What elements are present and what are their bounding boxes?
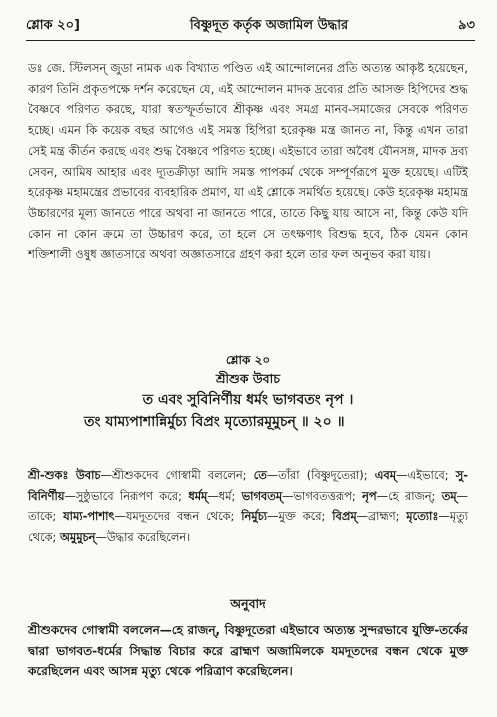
translation-heading: অনুবাদ: [230, 596, 266, 611]
page-number: ৯৩: [458, 18, 475, 33]
synonym-meaning: তাকে;: [28, 509, 57, 523]
verse-line-2: তং যাম্যপাশান্নির্মুচ্য বিপ্রং মৃত্যোরমূমুচন্ ॥ ২০ ॥: [84, 414, 345, 430]
synonym-meaning: যমদূতদের বন্ধন থেকে;: [125, 509, 235, 523]
verse-number: শ্লোক ২০: [225, 353, 271, 367]
purport-paragraph: ডঃ জে. স্টিলসন্ জুডা নামক এক বিখ্যাত পণ্ডিত এই আন্দোলনের প্রতি অত্যন্ত আকৃষ্ট হয়েছেন, কারণ তিনি প্রকৃতপক্ষে দর্শন করেছেন যে, এই আন্দোলন মাদক দ্রব্যের প্রতি আসক্ত হিপিদের শুদ্ধ বৈষ্ণবে পরিণত করছে, যারা স্বতস্ফূর্তভাবে শ্রীকৃষ্ণ এবং সমগ্র মানব-সমাজের সেবকে পরিণত হচ্ছে। এমন কি কয়েক বছর আগেও এই সমস্ত হিপিরা হরেকৃষ্ণ মন্ত্র জানত না, কিন্তু এখন তারা সেই মন্ত্র কীর্তন করছে এবং শুদ্ধ বৈষ্ণবে পরিণত হচ্ছে। এইভাবে তারা অবৈধ যৌনসঙ্গ, মাদক দ্রব্য সেবন, আমিষ আহার এবং দ্যূতক্রীড়া আদি সমস্ত পাপকর্ম থেকে সম্পূর্ণরূপে মুক্ত হয়েছে। এটিই হরেকৃষ্ণ মহামন্ত্রের প্রভাবের ব্যবহারিক প্রমাণ, যা এই শ্লোকে সমর্থিত হয়েছে। কেউ হরেকৃষ্ণ মহামন্ত্র উচ্চারণের মূল্য জানতে পারে অথবা না জানতে পারে, তাতে কিছু যায় আসে না, কিন্তু কেউ যদি কোন না কোন ক্রমে তা উচ্চারণ করে, তা হলে সে তৎক্ষণাৎ বিশুদ্ধ হবে, ঠিক যেমন কোন শক্তিশালী ওষুধ জ্ঞাতসারে অথবা অজ্ঞাতসারে গ্রহণ করা হলে তার ফল অনুভব করা যায়।: [28, 61, 468, 262]
synonym-word: ধর্মম্: [188, 488, 208, 503]
header-verse-ref: শ্লোক ২০]: [26, 18, 80, 33]
verse-speaker: শ্রীশুক উবাচ: [216, 371, 280, 386]
synonym-word: অমুমুচন্: [60, 529, 96, 544]
synonym-word: যাম্য-পাশাৎ: [63, 509, 115, 523]
header-rule: [26, 40, 475, 41]
synonym-meaning: শ্রীশুকদেব গোস্বামী বললেন;: [111, 468, 247, 482]
synonym-word: এবম্: [374, 468, 397, 482]
header-chapter-title: বিষ্ণুদূত কর্তৃক অজামিল উদ্ধার: [189, 18, 349, 33]
synonym-meaning: মুক্ত করে;: [278, 509, 326, 523]
synonym-meaning: ব্রাহ্মণ;: [368, 509, 400, 523]
synonym-meaning: ধর্ম;: [218, 488, 236, 503]
translation-text: শ্রীশুকদেব গোস্বামী বললেন—হে রাজন্, বিষ্ণুদূতেরা এইভাবে অত্যন্ত সুন্দরভাবে যুক্তি-তর্কের দ্বারা ভাগবত-ধর্মের সিদ্ধান্ত বিচার করে ব্রাহ্মণ অজামিলকে যমদূতদের বন্ধন থেকে মুক্ত করেছিলেন এবং আসন্ন মৃত্যু থেকে পরিত্রাণ করেছিলেন।: [28, 623, 468, 678]
synonym-word: নৃপ: [362, 488, 377, 503]
page-header: [26, 16, 475, 38]
synonym-word: নির্মুচ্য: [241, 509, 268, 523]
purport-section: [28, 58, 468, 265]
synonym-meaning: তাঁরা (বিষ্ণুদূতেরা);: [278, 468, 368, 482]
synonyms-section: শ্রী-শুকঃ উবাচ—শ্রীশুকদেব গোস্বামী বললেন; তে—তাঁরা (বিষ্ণুদূতেরা); এবম্—এইভাবে; সু-বিনির্ণীয়—সুষ্ঠুভাবে নিরূপণ করে; ধর্মম্—ধর্ম; ভাগবতম্—ভাগবতত্তরূপ; নৃপ—হে রাজন্; তম্—তাকে; যাম্য-পাশাৎ—যমদূতদের বন্ধন থেকে; নির্মুচ্য—মুক্ত করে; বিপ্রম্—ব্রাহ্মণ; মৃত্যোঃ—মৃত্যু থেকে; অমুমুচন্—উদ্ধার করেছিলেন।: [28, 468, 469, 544]
synonym-word: সু-বিনির্ণীয়: [28, 468, 468, 503]
synonym-word: তে: [253, 468, 267, 482]
verse-line-1: ত এবং সুবিনির্ণীয় ধর্মং ভাগবতং নৃপ ।: [142, 392, 354, 408]
synonym-word: শ্রী-শুকঃ উবাচ: [28, 468, 101, 482]
synonym-meaning: সুষ্ঠুভাবে নিরূপণ করে;: [75, 488, 182, 503]
verse-block: [28, 351, 468, 433]
synonym-meaning: ভাগবতত্তরূপ;: [293, 488, 356, 503]
synonym-word: তম্: [441, 488, 457, 503]
synonym-meaning: উদ্ধার করেছিলেন।: [106, 529, 191, 544]
synonym-word: বিপ্রম্: [332, 509, 357, 523]
synonym-word: মৃত্যোঃ: [406, 509, 439, 523]
synonym-meaning: হে রাজন্;: [387, 488, 436, 503]
synonym-meaning: মৃত্যু থেকে;: [28, 509, 469, 544]
synonym-word: ভাগবতম্: [241, 488, 283, 503]
synonym-meaning: এইভাবে;: [407, 468, 449, 482]
